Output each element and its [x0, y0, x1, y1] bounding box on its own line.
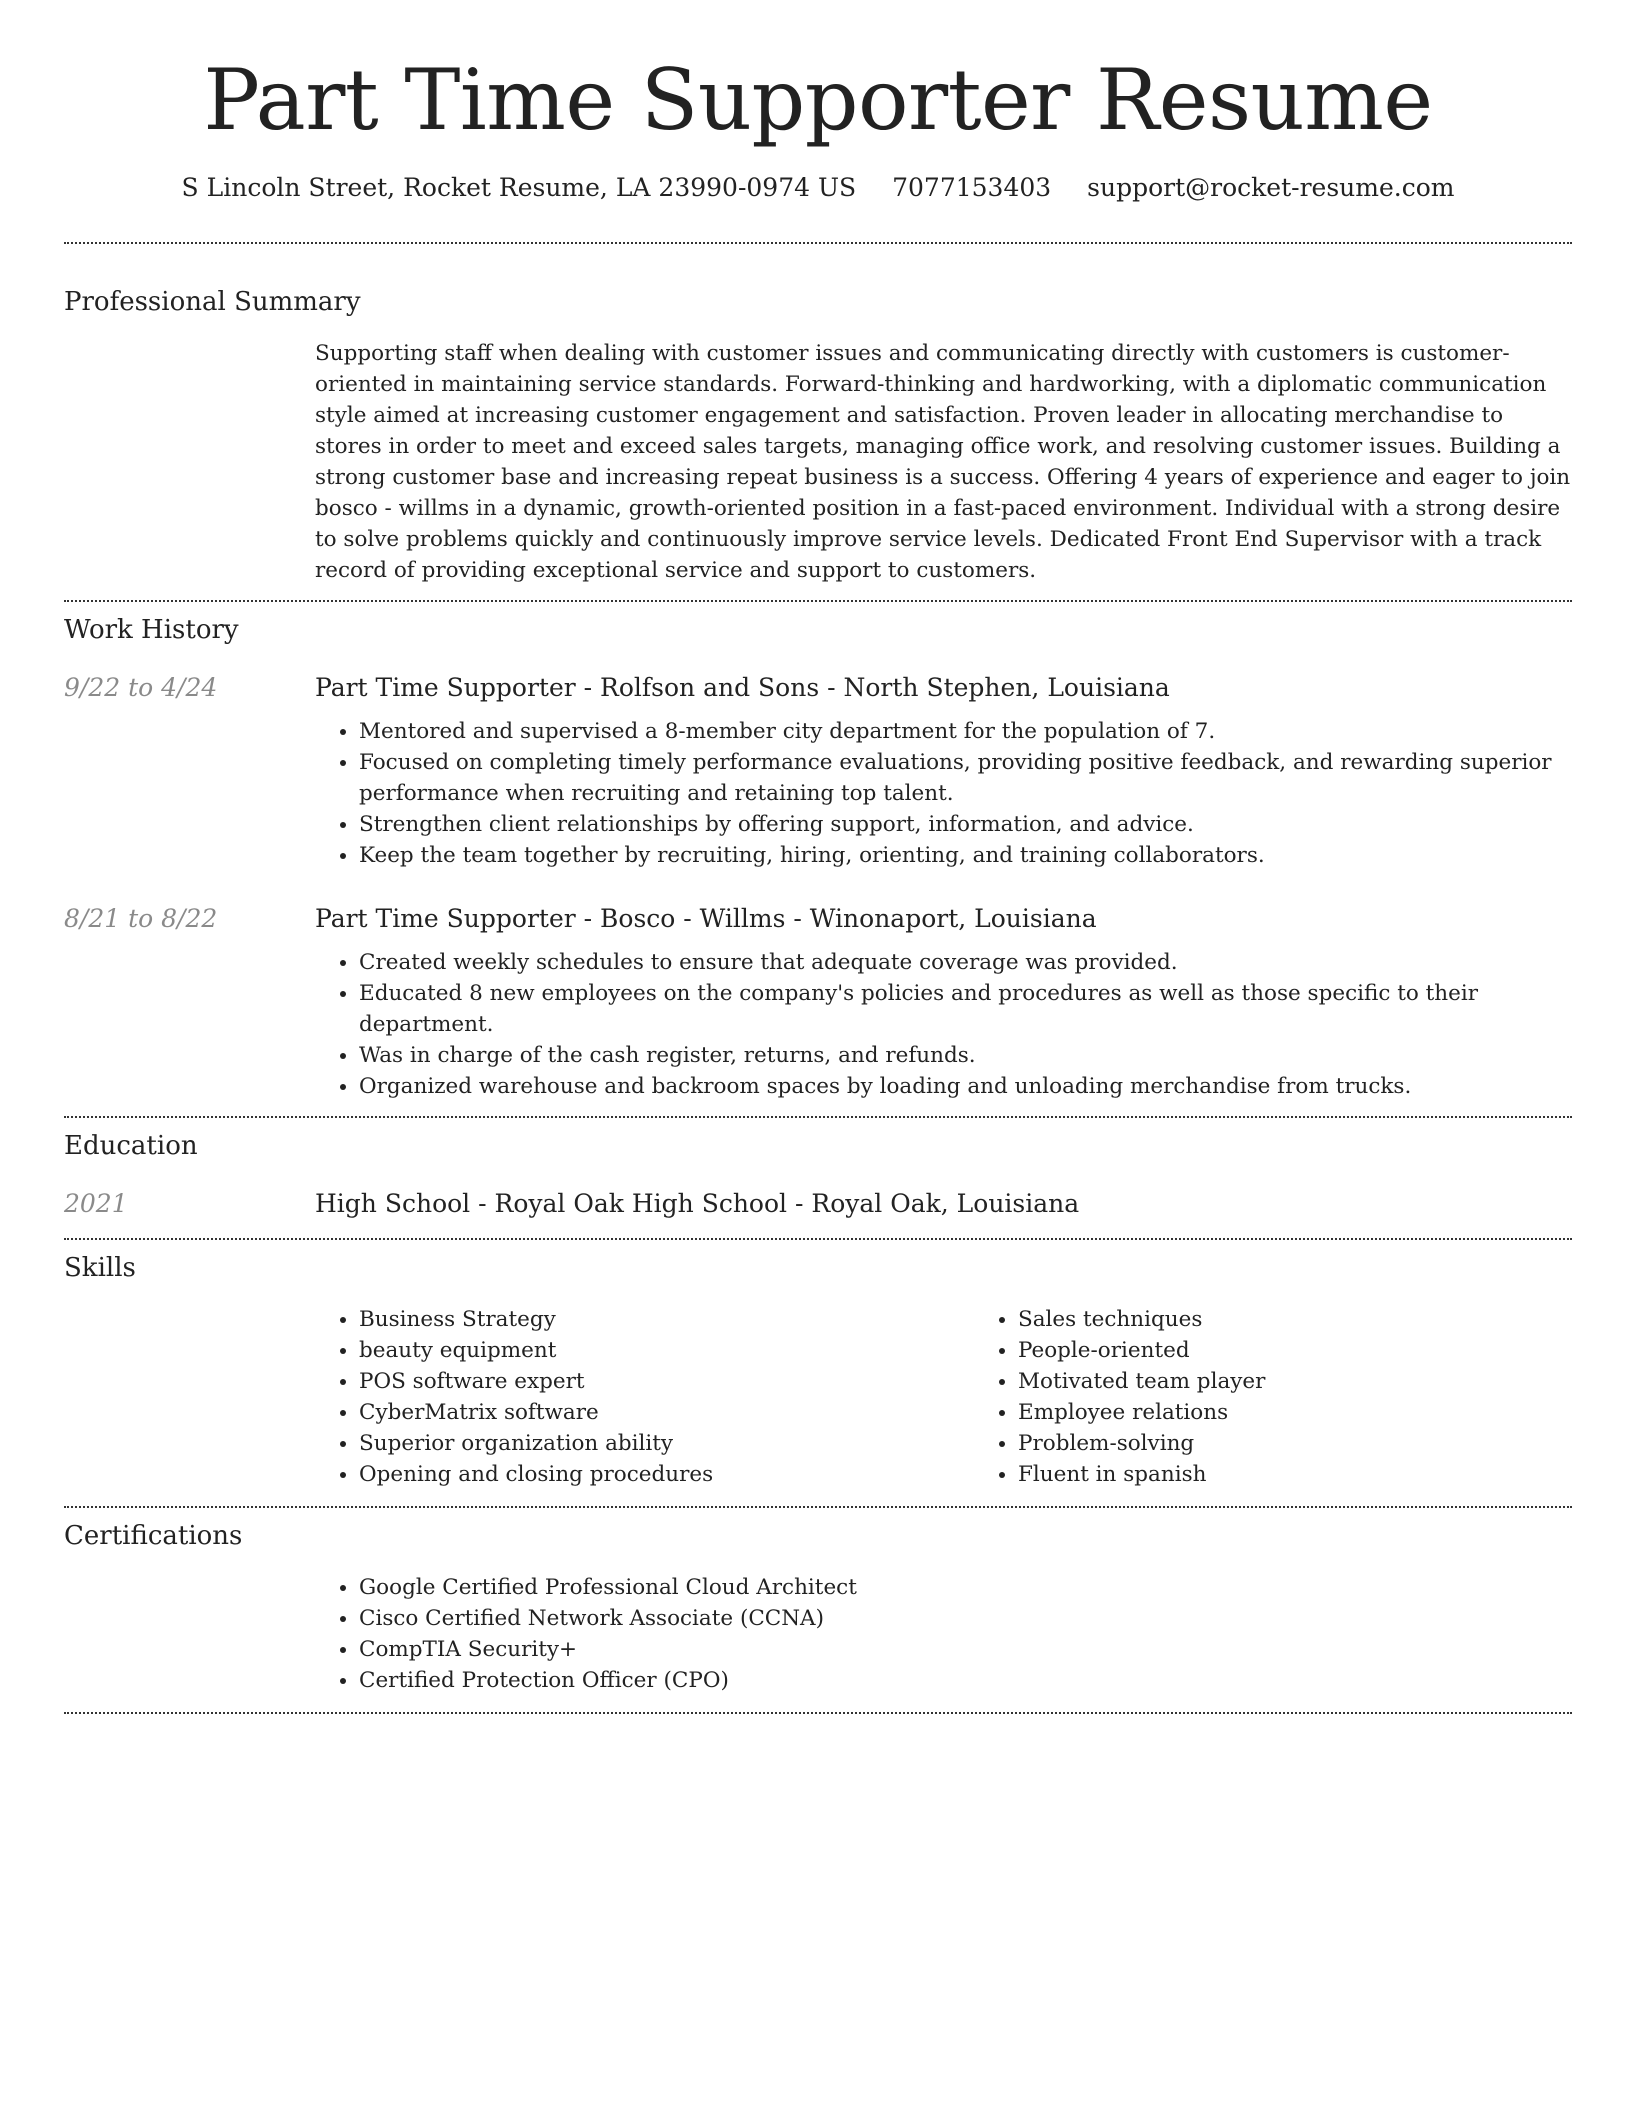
job-title: Part Time Supporter - Rolfson and Sons - North Stephen, Louisiana	[315, 673, 1170, 702]
job-date: 8/21 to 8/22	[64, 904, 218, 933]
skill-item: • Fluent in spanish	[1018, 1459, 1632, 1490]
skill-item: • Employee relations	[1018, 1397, 1632, 1428]
work-history-section	[64, 602, 1572, 1102]
work-history-heading: Work History	[64, 615, 239, 645]
certifications-heading: Certifications	[64, 1521, 243, 1551]
contact-email: support@rocket-resume.com	[1087, 173, 1455, 202]
summary-spacer	[64, 338, 315, 586]
skill-item: • POS software expert	[359, 1366, 974, 1397]
certification-item: • Cisco Certified Network Associate (CCNA)	[359, 1603, 1572, 1634]
skill-item: • CyberMatrix software	[359, 1397, 974, 1428]
certifications-list	[315, 1572, 1572, 1696]
summary-text: Supporting staff when dealing with customer issues and communicating directly with customers is customer-oriented in maintaining service standards. Forward-thinking and hardworking, with a diplomatic communication style aimed at increasing customer engagement and satisfaction. Proven leader in allocating merchandise to stores in order to meet and exceed sales targets, managing office work, and resolving customer issues. Building a strong customer base and increasing repeat business is a success. Offering 4 years of experience and eager to join bosco - willms in a dynamic, growth-oriented position in a fast-paced environment. Individual with a strong desire to solve problems quickly and continuously improve service levels. Dedicated Front End Supervisor with a track record of providing exceptional service and support to customers.	[315, 341, 1571, 583]
skill-item: • Sales techniques	[1018, 1304, 1632, 1335]
job-bullet: • Strengthen client relationships by offering support, information, and advice.	[359, 809, 1572, 840]
education-date: 2021	[64, 1189, 128, 1218]
skill-item: • Business Strategy	[359, 1304, 974, 1335]
skills-spacer	[64, 1304, 315, 1490]
skills-heading: Skills	[64, 1253, 136, 1283]
skills-list-right	[974, 1304, 1632, 1490]
certification-item: • Google Certified Professional Cloud Architect	[359, 1572, 1572, 1603]
divider	[64, 1712, 1572, 1714]
contact-line	[64, 170, 1572, 206]
summary-heading: Professional Summary	[64, 287, 361, 317]
job-entry	[64, 670, 1572, 871]
education-section	[64, 1118, 1572, 1222]
certifications-spacer	[64, 1572, 315, 1696]
job-bullet: • Focused on completing timely performance evaluations, providing positive feedback, and rewarding superior performance when recruiting and retaining top talent.	[359, 747, 1572, 809]
certification-item: • CompTIA Security+	[359, 1634, 1572, 1665]
skill-item: • Superior organization ability	[359, 1428, 974, 1459]
contact-address: S Lincoln Street, Rocket Resume, LA 23990-0974 US	[181, 173, 857, 202]
job-bullet: • Educated 8 new employees on the company's policies and procedures as well as those specific to their department.	[359, 978, 1572, 1040]
education-entry: High School - Royal Oak High School - Royal Oak, Louisiana	[315, 1189, 1080, 1218]
education-heading: Education	[64, 1131, 198, 1161]
job-bullets	[315, 716, 1572, 871]
job-bullet: • Was in charge of the cash register, returns, and refunds.	[359, 1040, 1572, 1071]
job-bullet: • Organized warehouse and backroom spaces by loading and unloading merchandise from trucks.	[359, 1071, 1572, 1102]
skill-item: • beauty equipment	[359, 1335, 974, 1366]
skill-item: • Motivated team player	[1018, 1366, 1632, 1397]
job-bullets	[315, 947, 1572, 1102]
resume-page	[64, 0, 1572, 1714]
contact-phone: 7077153403	[892, 173, 1052, 202]
skill-item: • People-oriented	[1018, 1335, 1632, 1366]
certifications-section	[64, 1508, 1572, 1696]
job-date: 9/22 to 4/24	[64, 673, 218, 702]
certification-item: • Certified Protection Officer (CPO)	[359, 1665, 1572, 1696]
skill-item: • Problem-solving	[1018, 1428, 1632, 1459]
job-entry	[64, 901, 1572, 1102]
job-bullet: • Keep the team together by recruiting, hiring, orienting, and training collaborators.	[359, 840, 1572, 871]
page-title: Part Time Supporter Resume	[203, 51, 1433, 149]
job-title: Part Time Supporter - Bosco - Willms - Winonaport, Louisiana	[315, 904, 1097, 933]
skill-item: • Opening and closing procedures	[359, 1459, 974, 1490]
skills-section	[64, 1240, 1572, 1490]
job-bullet: • Mentored and supervised a 8-member city department for the population of 7.	[359, 716, 1572, 747]
summary-section	[64, 244, 1572, 586]
job-bullet: • Created weekly schedules to ensure that adequate coverage was provided.	[359, 947, 1572, 978]
skills-list-left	[315, 1304, 974, 1490]
